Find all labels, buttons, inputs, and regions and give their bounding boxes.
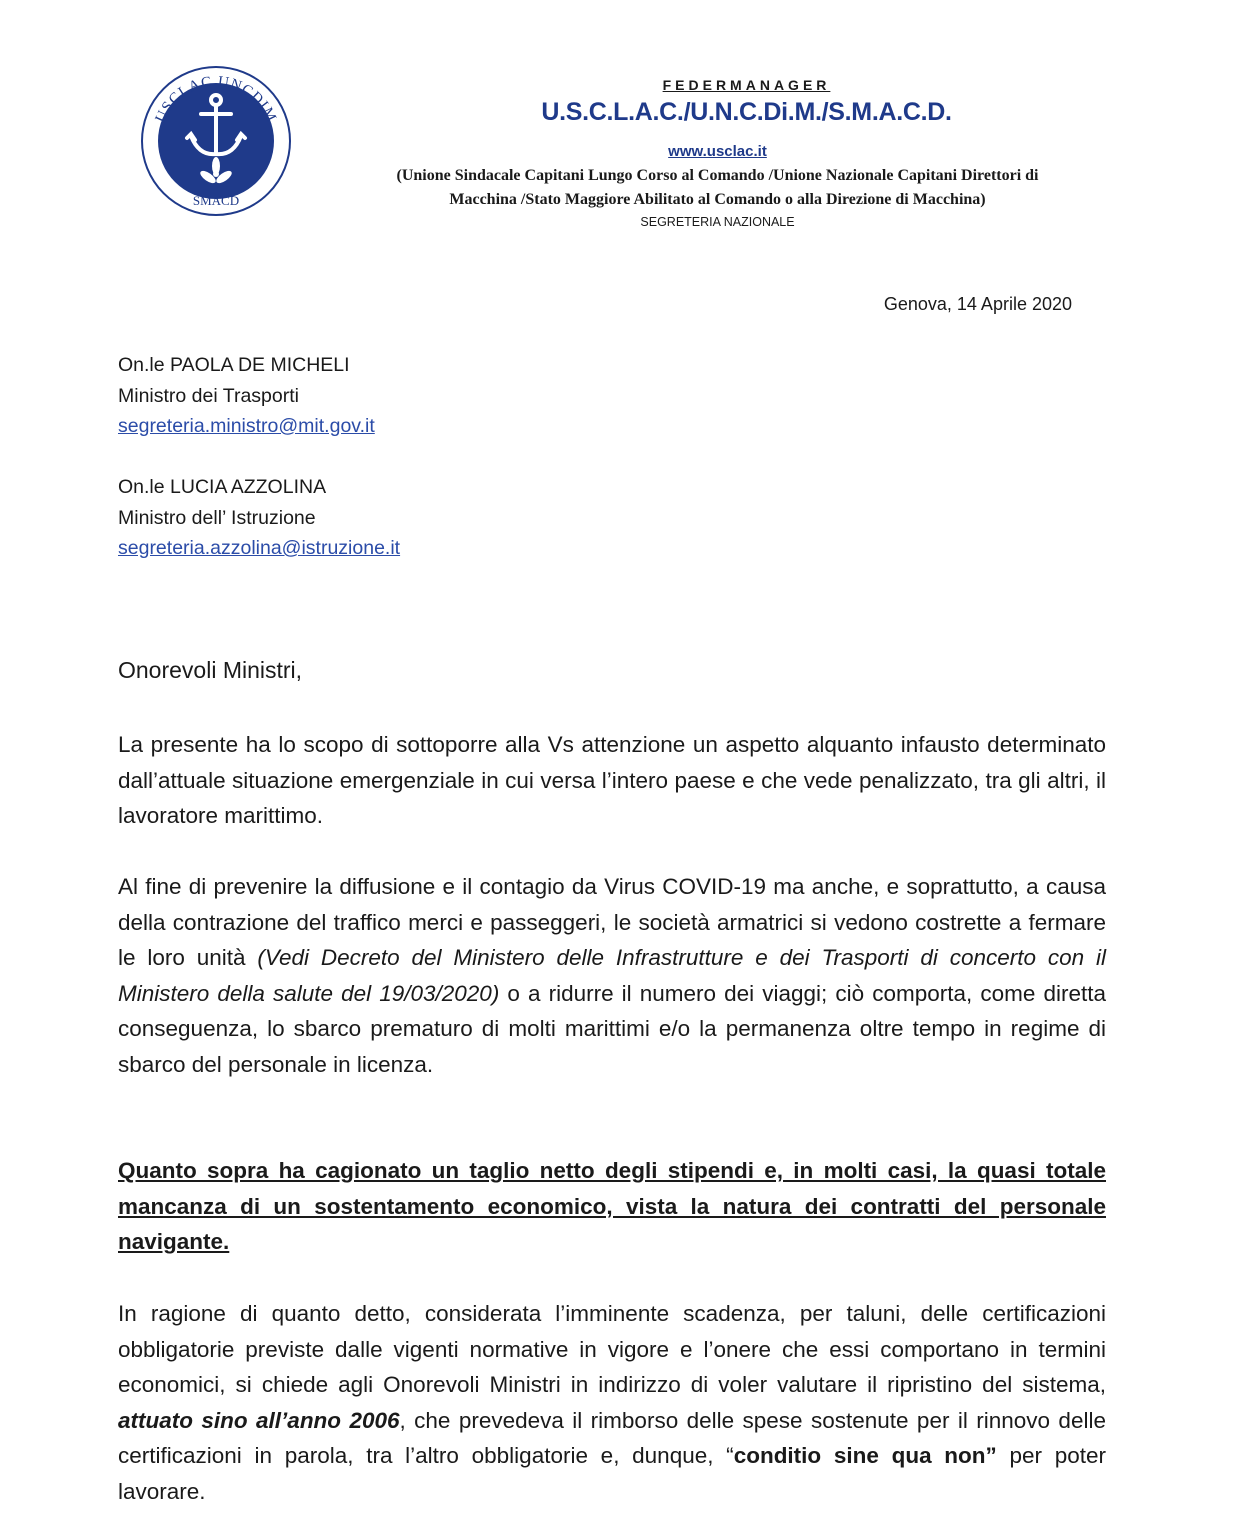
- body-paragraph-4: [118, 1296, 1106, 1509]
- recipient-block: [118, 472, 400, 564]
- body-paragraph-3-emphasis: Quanto sopra ha cagionato un taglio netto degli stipendi e, in molti casi, la quasi totale mancanza di un sostentamento economico, vista la natura dei contratti del personale navigante.: [118, 1158, 1106, 1254]
- salutation: Onorevoli Ministri,: [118, 657, 303, 683]
- letter-date: Genova, 14 Aprile 2020: [883, 294, 1072, 314]
- full-name-line-2: Macchina /Stato Maggiore Abilitato al Comando o alla Direzione di Macchina): [449, 191, 986, 208]
- emphasis-text: conditio sine qua non”: [733, 1443, 997, 1468]
- recipient-block: [118, 350, 375, 442]
- body-paragraph-1: La presente ha lo scopo di sottoporre alla Vs attenzione un aspetto alquanto infausto determinato dall’attuale situazione emergenziale in cui versa l’intero paese e che vede penalizzato, tra gli altri, il lavoratore marittimo.: [118, 732, 1106, 828]
- paragraph-text: per poter lavorare.: [118, 1443, 1107, 1504]
- paragraph-text: Al fine di prevenire la diffusione e il contagio da Virus COVID-19 ma anche, e soprattutto, a causa della contrazione del traffico merci e passeggeri, le società armatrici si vedono costrette a fermare le loro unità: [118, 874, 1106, 970]
- paragraph-text: In ragione di quanto detto, considerata l’imminente scadenza, per taluni, delle certificazioni obbligatorie previste dalle vigenti normative in vigore e l’onere che essi comportano in termini economici, si chiede agli Onorevoli Ministri in indirizzo di voler valutare il ripristino del sistema,: [118, 1301, 1106, 1397]
- recipient-email-link[interactable]: segreteria.azzolina@istruzione.it: [118, 537, 401, 559]
- body-paragraph-2: [118, 869, 1106, 1082]
- paragraph-text: , che prevedeva il rimborso delle spese sostenute per il rinnovo delle certificazioni in parola, tra l’altro obbligatorie e, dunque, “: [118, 1407, 1106, 1468]
- recipient-name: On.le PAOLA DE MICHELI: [118, 354, 350, 376]
- segreteria-label: SEGRETERIA NAZIONALE: [640, 215, 795, 229]
- logo-text-bottom: SMACD: [192, 193, 240, 208]
- decree-reference: (Vedi Decreto del Ministero delle Infrastrutture e dei Trasporti di concerto con il Ministero della salute del 19/03/2020): [118, 945, 1106, 1006]
- federmanager-label: FEDERMANAGER: [662, 77, 831, 93]
- full-name-line-1: (Unione Sindacale Capitani Lungo Corso al Comando /Unione Nazionale Capitani Direttori di: [396, 167, 1039, 184]
- logo-text-top: USCLAC UNCDIM: [152, 73, 280, 126]
- recipient-name: On.le LUCIA AZZOLINA: [118, 476, 327, 498]
- recipient-role: Ministro dell’ Istruzione: [118, 506, 316, 529]
- website-link[interactable]: www.usclac.it: [668, 143, 767, 160]
- recipient-role: Ministro dei Trasporti: [118, 384, 299, 407]
- organization-name: U.S.C.L.A.C./U.N.C.Di.M./S.M.A.C.D.: [541, 98, 952, 126]
- emphasis-text: attuato sino all’anno 2006: [118, 1407, 400, 1433]
- usclac-logo: [139, 64, 293, 218]
- letterhead: [330, 76, 1105, 231]
- organization-full-name: [330, 164, 1105, 212]
- recipient-email-link[interactable]: segreteria.ministro@mit.gov.it: [118, 415, 375, 437]
- paragraph-text: o a ridurre il numero dei viaggi; ciò comporta, come diretta conseguenza, lo sbarco prematuro di molti marittimi e/o la permanenza oltre tempo in regime di sbarco del personale in licenza.: [118, 980, 1106, 1077]
